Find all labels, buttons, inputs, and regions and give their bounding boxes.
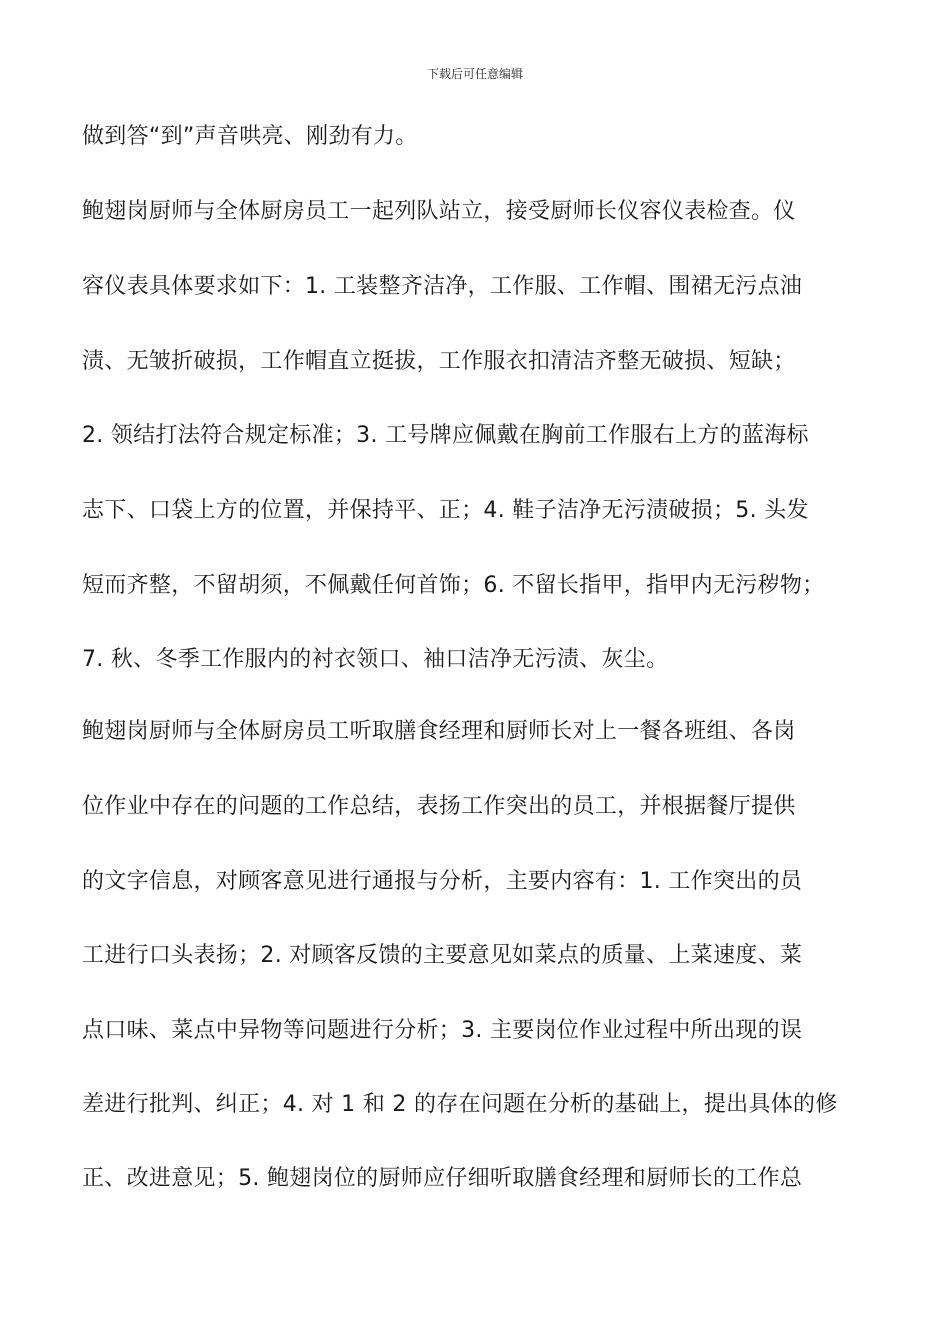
paragraph-line: 7. 秋、冬季工作服内的衬衣领口、袖口洁净无污渍、灰尘。 xyxy=(82,647,669,672)
paragraph-line: 志下、口袋上方的位置，并保持平、正；4. 鞋子洁净无污渍破损；5. 头发 xyxy=(82,498,809,523)
paragraph-line: 渍、无皱折破损，工作帽直立挺拔，工作服衣扣清洁齐整无破损、短缺； xyxy=(82,349,796,374)
paragraph-line: 的文字信息，对顾客意见进行通报与分析，主要内容有：1. 工作突出的员 xyxy=(82,869,803,894)
paragraph-line: 2. 领结打法符合规定标准；3. 工号牌应佩戴在胸前工作服右上方的蓝海标 xyxy=(82,423,809,448)
paragraph-line: 鲍翅岗厨师与全体厨房员工一起列队站立，接受厨师长仪容仪表检查。仪 xyxy=(82,199,796,224)
paragraph-line: 正、改进意见；5. 鲍翅岗位的厨师应仔细听取膳食经理和厨师长的工作总 xyxy=(82,1166,803,1191)
paragraph-line: 做到答“到”声音哄亮、刚劲有力。 xyxy=(82,124,418,149)
paragraph-line: 工进行口头表扬；2. 对顾客反馈的主要意见如菜点的质量、上菜速度、菜 xyxy=(82,943,803,968)
paragraph-line: 差进行批判、纠正；4. 对 1 和 2 的存在问题在分析的基础上，提出具体的修 xyxy=(82,1092,838,1117)
paragraph-line: 鲍翅岗厨师与全体厨房员工听取膳食经理和厨师长对上一餐各班组、各岗 xyxy=(82,719,796,744)
paragraph-line: 短而齐整，不留胡须，不佩戴任何首饰；6. 不留长指甲，指甲内无污秽物； xyxy=(82,573,825,598)
paragraph-line: 位作业中存在的问题的工作总结，表扬工作突出的员工，并根据餐厅提供 xyxy=(82,794,796,819)
paragraph-line: 点口味、菜点中异物等问题进行分析；3. 主要岗位作业过程中所出现的误 xyxy=(82,1018,803,1043)
page-header: 下载后可任意编辑 xyxy=(426,67,523,81)
paragraph-line: 容仪表具体要求如下：1. 工装整齐洁净，工作服、工作帽、围裙无污点油 xyxy=(82,274,803,299)
